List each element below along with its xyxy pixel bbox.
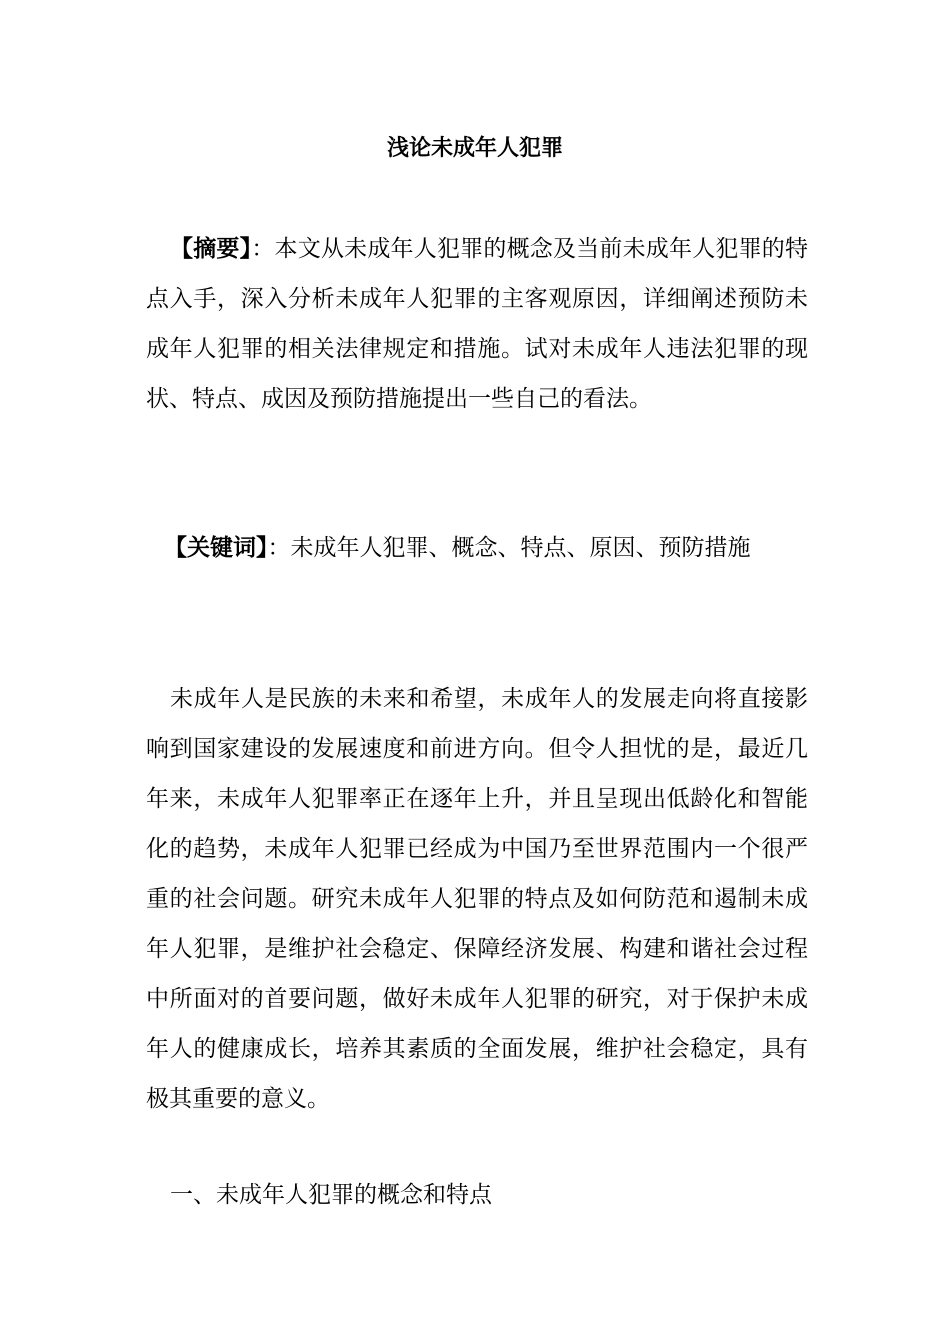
abstract-label: 【摘要】	[170, 236, 252, 262]
document-title: 浅论未成年人犯罪	[386, 136, 563, 161]
intro-paragraph: 未成年人是民族的未来和希望，未成年人的发展走向将直接影响到国家建设的发展速度和前进方向。但令人担忧的是，最近几年来，未成年人犯罪率正在逐年上升，并且呈现出低龄化和智能化的趋势，未成年人犯罪已经成为中国乃至世界范围内一个很严重的社会问题。研究未成年人犯罪的特点及如何防范和遏制未成年人犯罪，是维护社会稳定、保障经济发展、构建和谐社会过程中所面对的首要问题，做好未成年人犯罪的研究，对于保护未成年人的健康成长，培养其素质的全面发展，维护社会稳定，具有极其重要的意义。	[146, 686, 808, 1112]
keywords-paragraph	[146, 523, 808, 573]
abstract-text: ：本文从未成年人犯罪的概念及当前未成年人犯罪的特点入手，深入分析未成年人犯罪的主客观原因，详细阐述预防未成年人犯罪的相关法律规定和措施。试对未成年人违法犯罪的现状、特点、成因及预防措施提出一些自己的看法。	[146, 236, 809, 412]
keywords-label: 【关键词】	[164, 535, 268, 561]
abstract-paragraph	[146, 224, 808, 424]
keywords-text: ：未成年人犯罪、概念、特点、原因、预防措施	[267, 535, 751, 561]
section-heading: 一、未成年人犯罪的概念和特点	[170, 1182, 492, 1208]
